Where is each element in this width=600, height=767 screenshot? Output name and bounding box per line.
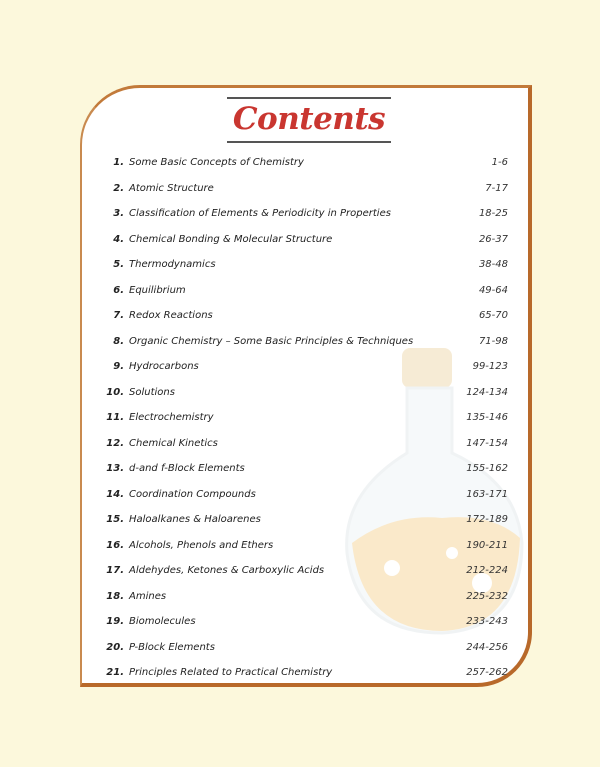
contents-entry xyxy=(82,485,534,505)
contents-entry xyxy=(82,638,534,658)
contents-entry xyxy=(82,459,534,479)
entry-pages: 190-211 xyxy=(466,539,508,551)
contents-entry xyxy=(82,153,534,173)
entry-number: 14. xyxy=(106,488,124,500)
entry-number: 9. xyxy=(113,361,124,372)
contents-entry xyxy=(82,408,534,428)
entry-pages: 71-98 xyxy=(478,335,508,347)
entry-number: 12. xyxy=(106,437,124,449)
entry-number: 1. xyxy=(113,157,124,168)
entry-title: Redox Reactions xyxy=(129,310,213,321)
entry-title: Alcohols, Phenols and Ethers xyxy=(129,539,274,551)
entry-number: 6. xyxy=(113,284,124,296)
page-title: Contents xyxy=(232,101,386,137)
entry-number: 5. xyxy=(113,259,124,270)
entry-pages: 135-146 xyxy=(466,412,508,423)
entry-pages: 244-256 xyxy=(466,641,508,653)
entry-number: 11. xyxy=(106,412,124,423)
entry-pages: 49-64 xyxy=(478,284,508,296)
entry-title: Principles Related to Practical Chemistry xyxy=(129,667,333,678)
entry-title: Atomic Structure xyxy=(129,182,214,194)
entry-pages: 26-37 xyxy=(478,233,508,245)
entry-pages: 1-6 xyxy=(491,157,508,168)
entry-pages: 155-162 xyxy=(466,463,508,474)
entry-title: Amines xyxy=(129,590,167,602)
entry-number: 3. xyxy=(113,208,124,219)
contents-entry xyxy=(82,179,534,199)
entry-pages: 99-123 xyxy=(472,361,508,372)
entry-title: Coordination Compounds xyxy=(129,488,256,500)
entry-title: Chemical Bonding & Molecular Structure xyxy=(129,233,333,245)
entry-title: Solutions xyxy=(129,386,175,398)
entry-title: Haloalkanes & Haloarenes xyxy=(129,514,261,525)
entry-number: 7. xyxy=(113,310,124,321)
title-banner xyxy=(227,97,391,143)
entry-title: Classification of Elements & Periodicity in Properties xyxy=(129,208,391,219)
entry-number: 10. xyxy=(106,386,124,398)
entry-number: 4. xyxy=(113,233,124,245)
entry-number: 16. xyxy=(106,539,124,551)
entry-number: 20. xyxy=(106,641,124,653)
entry-number: 18. xyxy=(106,590,124,602)
contents-entry xyxy=(82,230,534,250)
entry-pages: 18-25 xyxy=(478,208,508,219)
entry-number: 21. xyxy=(106,667,124,678)
entry-title: Chemical Kinetics xyxy=(129,437,218,449)
entry-number: 19. xyxy=(106,616,124,627)
contents-entry xyxy=(82,663,534,683)
contents-entry xyxy=(82,281,534,301)
entry-pages: 124-134 xyxy=(466,386,508,398)
entry-pages: 225-232 xyxy=(466,590,508,602)
entry-pages: 257-262 xyxy=(466,667,508,678)
contents-entry xyxy=(82,332,534,352)
entry-pages: 233-243 xyxy=(466,616,508,627)
entry-title: d-and f-Block Elements xyxy=(129,463,245,474)
entry-title: Some Basic Concepts of Chemistry xyxy=(129,157,304,168)
entry-title: Equilibrium xyxy=(129,284,186,296)
contents-entry xyxy=(82,536,534,556)
entry-pages: 172-189 xyxy=(466,514,508,525)
entry-pages: 212-224 xyxy=(466,565,508,576)
entry-pages: 38-48 xyxy=(478,259,508,270)
entry-pages: 65-70 xyxy=(478,310,508,321)
contents-entry xyxy=(82,612,534,632)
entry-title: P-Block Elements xyxy=(129,641,215,653)
contents-entry xyxy=(82,357,534,377)
contents-entry xyxy=(82,383,534,403)
contents-entry xyxy=(82,587,534,607)
entry-pages: 163-171 xyxy=(466,488,508,500)
entry-number: 8. xyxy=(113,335,124,347)
entry-title: Aldehydes, Ketones & Carboxylic Acids xyxy=(129,565,325,576)
contents-entry xyxy=(82,255,534,275)
entry-number: 13. xyxy=(106,463,124,474)
entry-number: 15. xyxy=(106,514,124,525)
contents-entry xyxy=(82,561,534,581)
contents-card xyxy=(80,85,532,687)
entry-title: Thermodynamics xyxy=(129,259,216,270)
contents-entry xyxy=(82,204,534,224)
entry-number: 17. xyxy=(106,565,124,576)
contents-entry xyxy=(82,510,534,530)
entry-title: Electrochemistry xyxy=(129,412,214,423)
entry-number: 2. xyxy=(113,182,124,194)
entry-title: Biomolecules xyxy=(129,616,196,627)
contents-entry xyxy=(82,306,534,326)
entry-title: Hydrocarbons xyxy=(129,361,199,372)
entry-pages: 7-17 xyxy=(485,182,508,194)
contents-entry xyxy=(82,434,534,454)
entry-pages: 147-154 xyxy=(466,437,508,449)
entry-title: Organic Chemistry – Some Basic Principles & Techniques xyxy=(129,335,414,347)
